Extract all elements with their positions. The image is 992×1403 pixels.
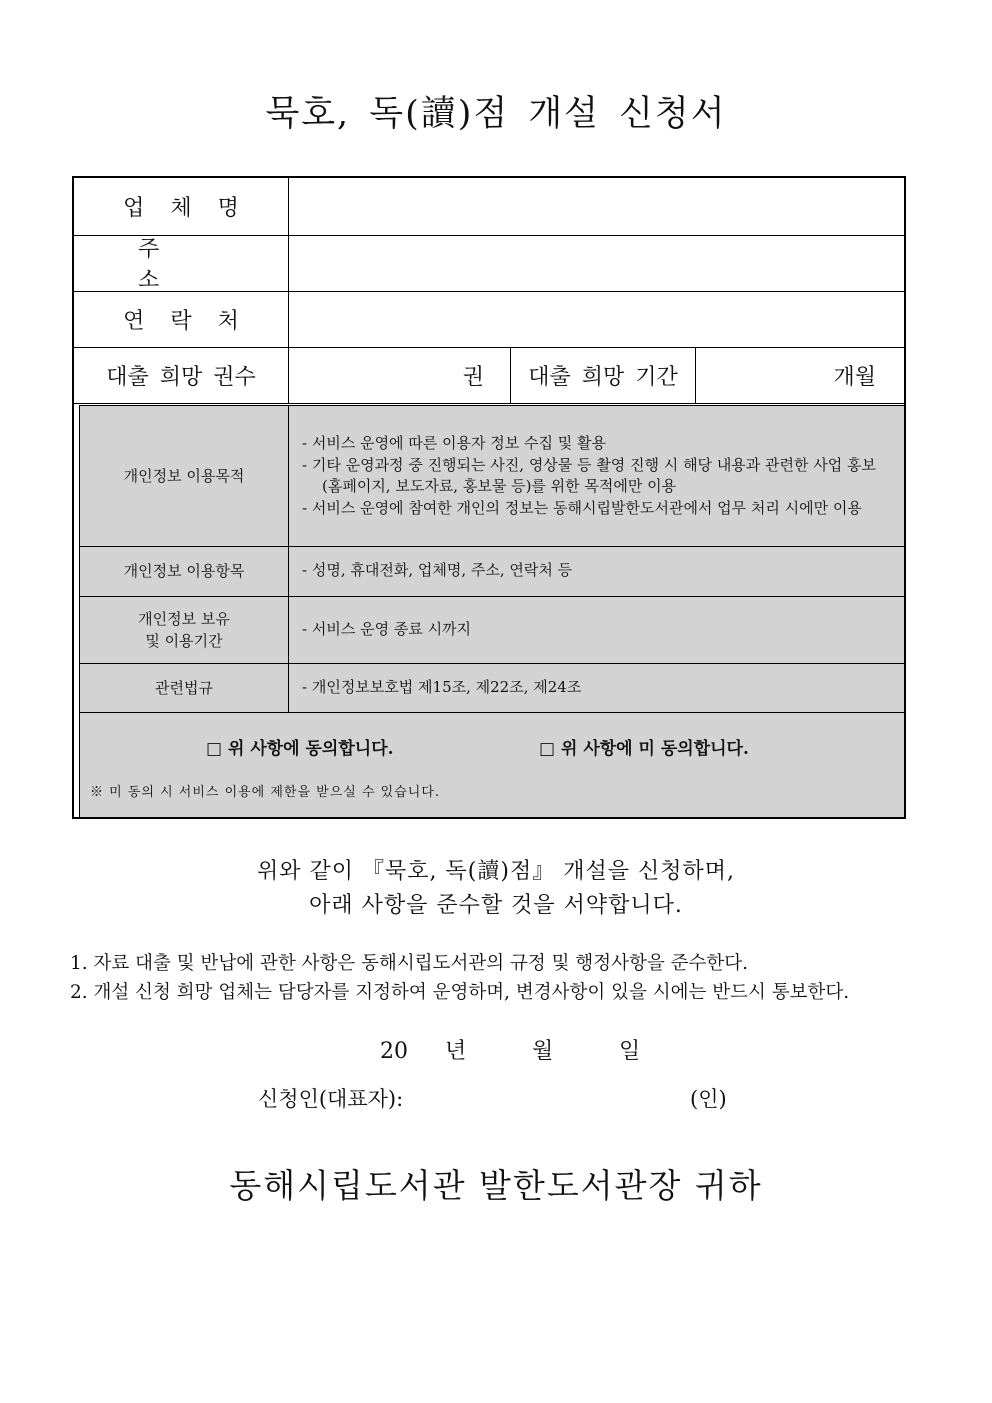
privacy-items-value: - 성명, 휴대전화, 업체명, 주소, 연락처 등: [302, 561, 573, 580]
privacy-period-label-line1: 개인정보 보유: [138, 609, 230, 628]
declaration-line-2: 아래 사항을 준수할 것을 서약합니다.: [309, 893, 683, 918]
date-year: 년: [445, 1039, 467, 1064]
privacy-items-label: 개인정보 이용항목: [80, 546, 289, 596]
application-form: [72, 176, 906, 819]
contact-row: [74, 291, 904, 348]
loan-count-label: 대출 희망 권수: [74, 347, 289, 403]
applicant-label: 신청인(대표자):: [258, 1087, 404, 1111]
date-month: 월: [532, 1039, 554, 1064]
privacy-period-value: - 서비스 운영 종료 시까지: [302, 619, 472, 638]
application-date: [380, 1034, 640, 1065]
address-field[interactable]: [289, 235, 904, 291]
recipient: 동해시립도서관 발한도서관장 귀하: [229, 1166, 763, 1205]
privacy-consent-box: [79, 405, 905, 818]
privacy-law-value: - 개인정보보호법 제15조, 제22조, 제24조: [302, 677, 582, 696]
purpose-item: - 서비스 운영에 따른 이용자 정보 수집 및 활용: [302, 434, 607, 452]
privacy-items-row: [80, 546, 904, 597]
privacy-period-label-line2: 및 이용기간: [145, 631, 223, 650]
company-field[interactable]: [289, 178, 904, 235]
loan-row: [74, 347, 904, 404]
contact-label: 연락처: [74, 291, 289, 347]
contact-field[interactable]: [289, 291, 904, 347]
page-title: 묵호, 독(讀)점 개설 신청서: [265, 94, 727, 134]
address-label-text: 주소: [138, 237, 224, 293]
seal-mark: (인): [690, 1087, 727, 1111]
consent-note: ※ 미 동의 시 서비스 이용에 제한을 받으실 수 있습니다.: [90, 785, 441, 800]
privacy-purpose-label: 개인정보 이용목적: [80, 406, 289, 546]
loan-count-unit: 권: [462, 364, 484, 390]
disagree-checkbox[interactable]: □ 위 사항에 미 동의합니다.: [539, 739, 749, 759]
loan-period-label: 대출 희망 기간: [511, 347, 696, 403]
date-year-prefix: 20: [380, 1039, 408, 1064]
purpose-item: - 기타 운영과정 중 진행되는 사진, 영상물 등 촬영 진행 시 해당 내용과 관련한 사업 홍보(홈페이지, 보도자료, 홍보물 등)를 위한 목적에만 이용: [302, 455, 877, 495]
privacy-purpose-row: [80, 406, 904, 547]
privacy-period-row: [80, 596, 904, 664]
date-day: 일: [619, 1039, 641, 1064]
rule-item: 2. 개설 신청 희망 업체는 담당자를 지정하여 운영하며, 변경사항이 있을 시에는 반드시 통보한다.: [70, 982, 850, 1003]
consent-row: [80, 712, 904, 819]
agree-checkbox[interactable]: □ 위 사항에 동의합니다.: [206, 739, 394, 759]
privacy-law-label: 관련법규: [80, 663, 289, 712]
loan-period-field[interactable]: [696, 347, 904, 403]
company-row: [74, 178, 904, 236]
loan-count-field[interactable]: [289, 347, 511, 403]
privacy-law-row: [80, 663, 904, 713]
address-label: [74, 235, 289, 291]
loan-period-unit: 개월: [833, 364, 876, 390]
privacy-period-label: [80, 596, 289, 663]
address-row: [74, 235, 904, 292]
purpose-item: - 서비스 운영에 참여한 개인의 정보는 동해시립발한도서관에서 업무 처리 시에만 이용: [302, 498, 862, 517]
company-label: 업체명: [74, 178, 289, 235]
privacy-purpose-list: [302, 406, 896, 546]
declaration-line-1: 위와 같이 『묵호, 독(讀)점』 개설을 신청하며,: [257, 859, 735, 884]
rule-item: 1. 자료 대출 및 반납에 관한 사항은 동해시립도서관의 규정 및 행정사항을 준수한다.: [70, 953, 748, 974]
